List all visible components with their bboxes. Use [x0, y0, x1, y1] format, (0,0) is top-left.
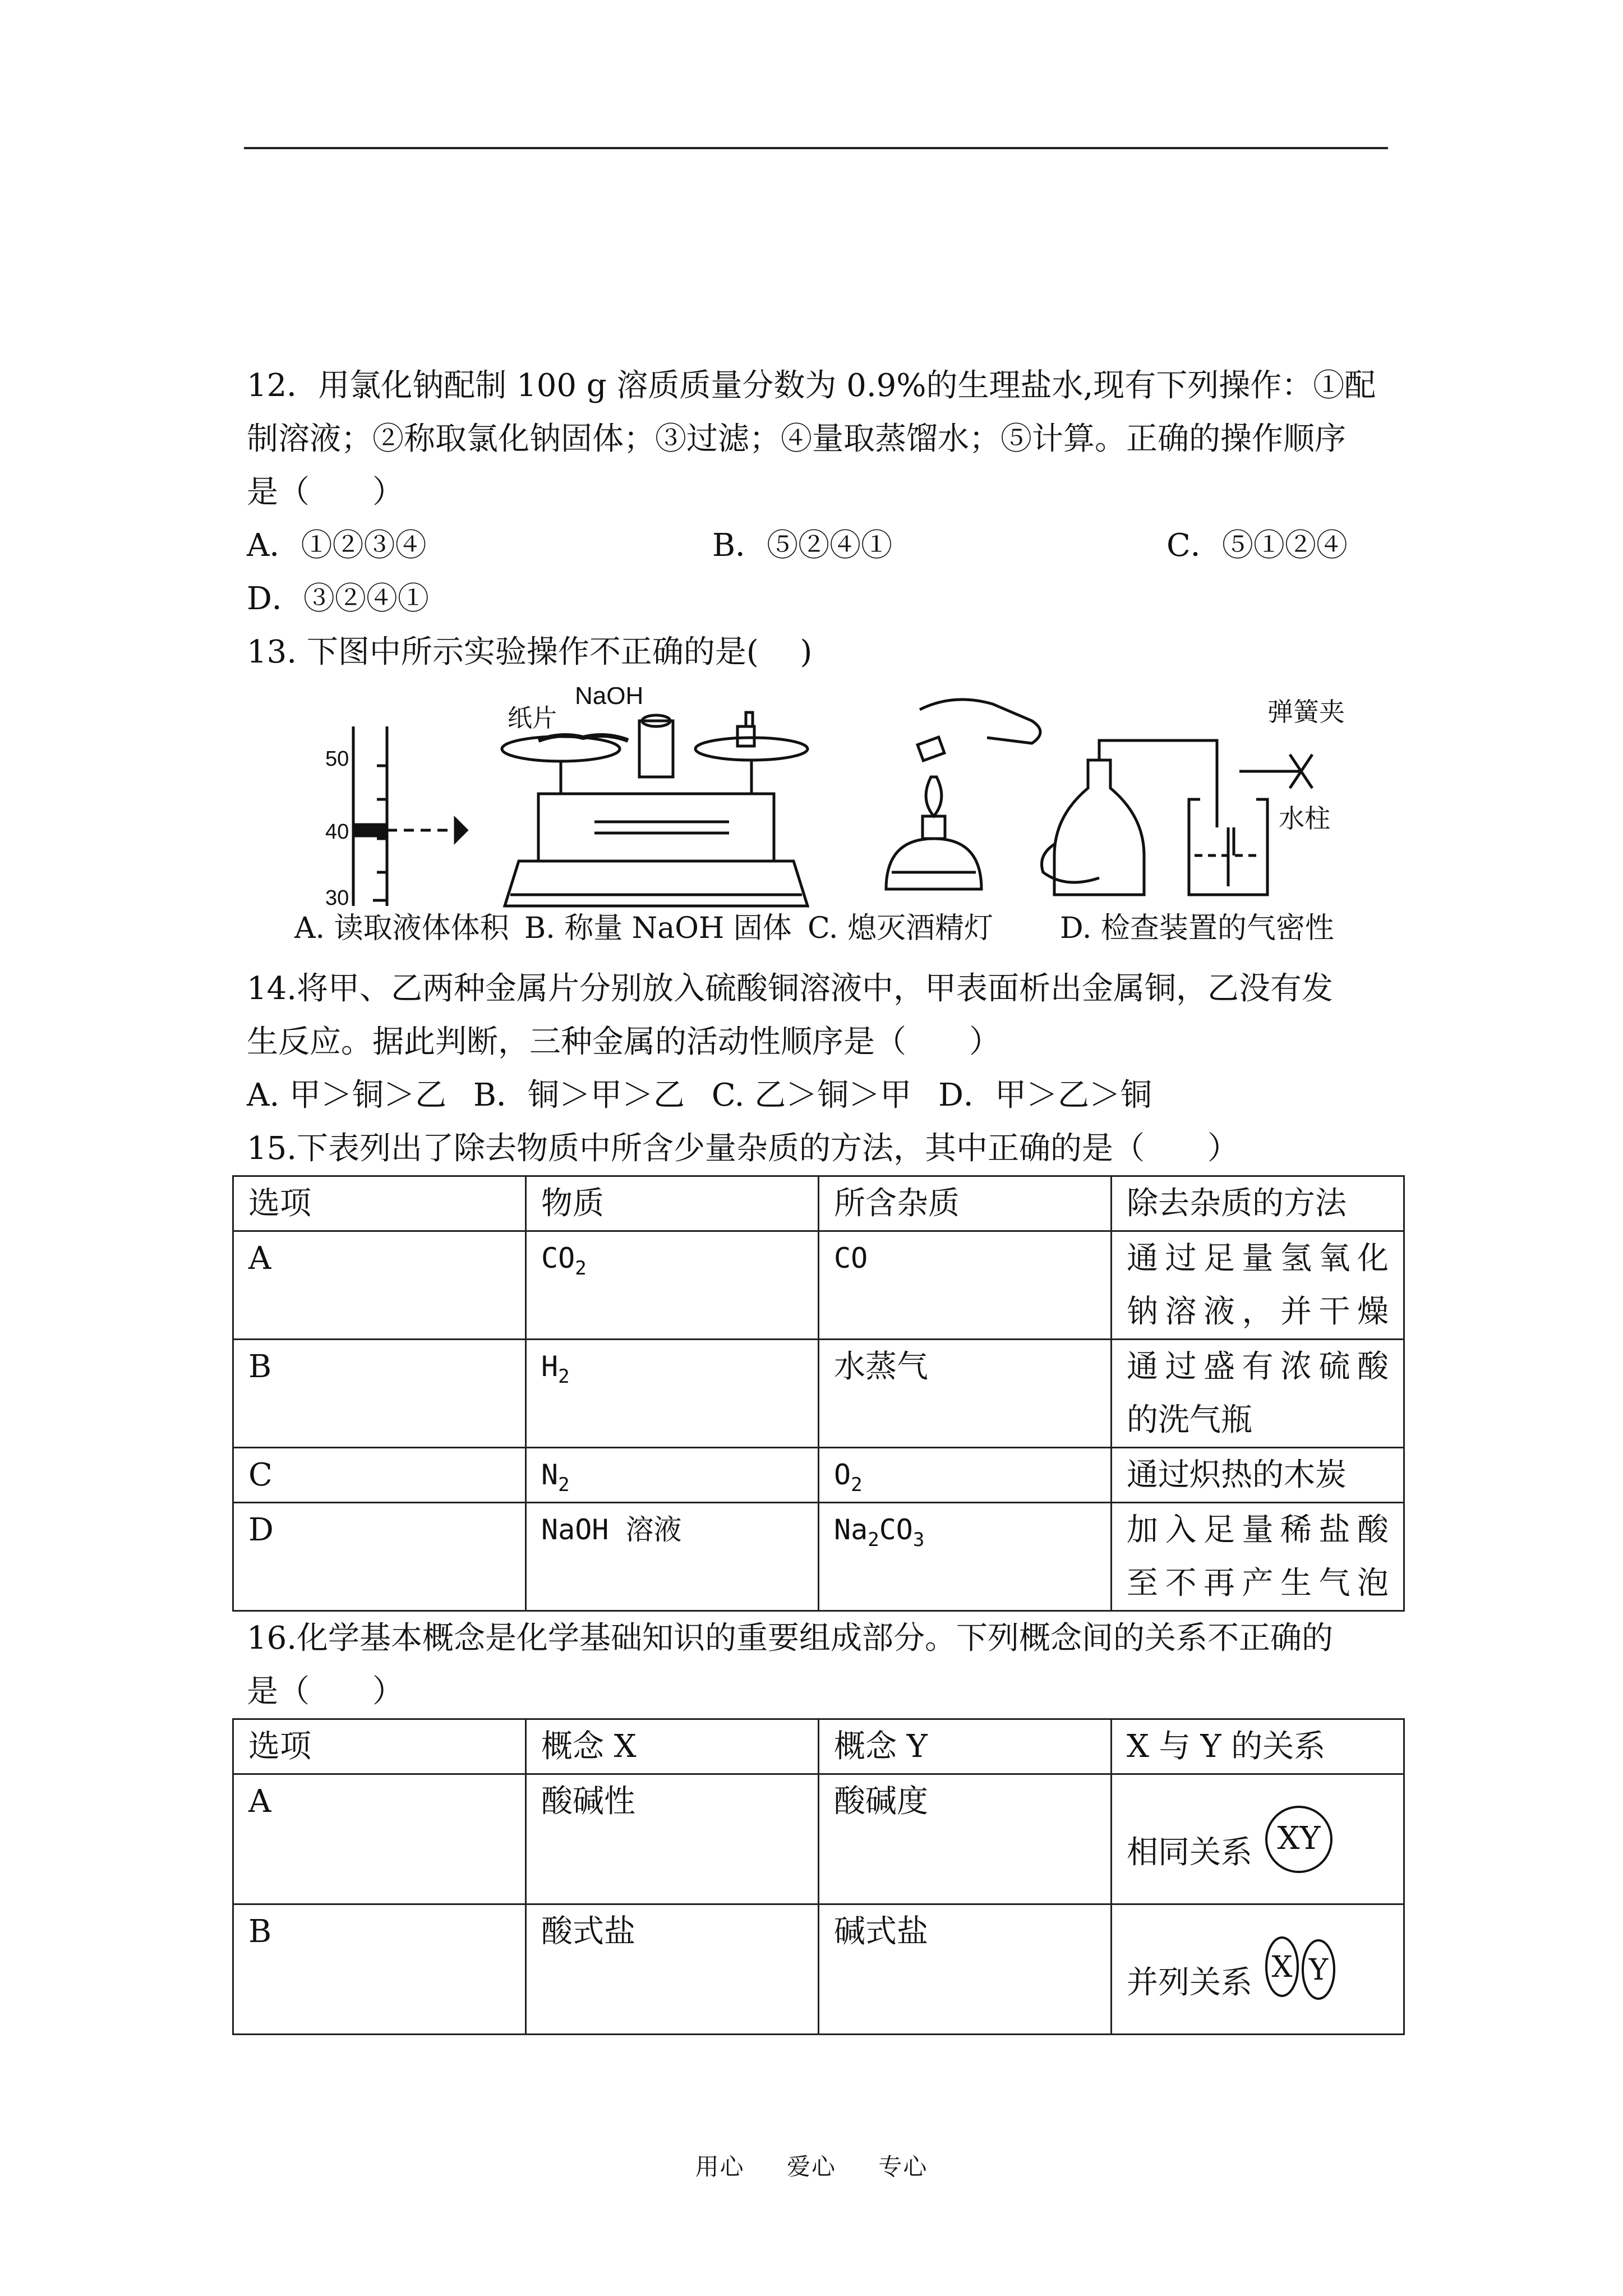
q15-table — [232, 1175, 1405, 1612]
table-header: 选项 — [233, 1176, 526, 1231]
method: 通过足量氢氧化 钠溶液，并干燥 — [1112, 1231, 1404, 1340]
caption-d: D. 检查装置的气密性 — [1060, 912, 1334, 945]
relation-cell — [1112, 1774, 1404, 1904]
row-option: B — [233, 1904, 526, 2035]
clip-label: 弹簧夹 — [1267, 697, 1345, 726]
table-header: 概念 Y — [819, 1719, 1112, 1774]
relation-label: 相同关系 — [1127, 1834, 1252, 1871]
q12-option-c: C．⑤①②④ — [1166, 527, 1348, 564]
q12-option-a: A．①②③④ — [247, 527, 427, 564]
tick-30: 30 — [325, 886, 349, 910]
substance: $N_2$ — [526, 1448, 819, 1503]
paper-label: 纸片 — [508, 705, 557, 732]
q14-option-c: C. 乙＞铜＞甲 — [711, 1077, 912, 1114]
diagram-y-text: Y — [1308, 1953, 1328, 1987]
table-row — [233, 1904, 1404, 2035]
impurity: CO — [819, 1231, 1112, 1340]
parallel-relation-diagram — [1262, 1933, 1341, 2006]
q13-text: 13. 下图中所示实验操作不正确的是( ) — [247, 634, 813, 670]
concept-y: 碱式盐 — [819, 1904, 1112, 2035]
table-row — [233, 1503, 1404, 1611]
q12-option-d: D．③②④① — [247, 581, 429, 617]
q14-options — [247, 1069, 1391, 1122]
question-12 — [247, 359, 1391, 625]
q12-line-1: 12．用氯化钠配制 100 g 溶质质量分数为 0.9%的生理盐水,现有下列操作：①配 — [247, 367, 1376, 404]
same-relation-diagram — [1262, 1803, 1335, 1876]
caption-b: B. 称量 NaOH 固体 — [524, 912, 792, 945]
water-column-label: 水柱 — [1279, 804, 1330, 833]
table-header: 物质 — [526, 1176, 819, 1231]
question-16 — [247, 1612, 1391, 2035]
relation-label: 并列关系 — [1127, 1964, 1252, 2001]
q16-line-2: 是（ ） — [247, 1673, 404, 1710]
row-option: C — [233, 1448, 526, 1503]
q15-text: 15.下表列出了除去物质中所含少量杂质的方法，其中正确的是（ ） — [247, 1130, 1239, 1167]
q13-figure — [247, 687, 1391, 962]
q12-options — [247, 519, 1391, 572]
q12-line-2: 制溶液；②称取氯化钠固体；③过滤；④量取蒸馏水；⑤计算。正确的操作顺序 — [247, 421, 1346, 457]
question-15 — [247, 1122, 1391, 1612]
tick-50: 50 — [325, 747, 349, 771]
substance: $H_2$ — [526, 1340, 819, 1448]
method: 通过炽热的木炭 — [1112, 1448, 1404, 1503]
balance-illustration — [502, 712, 808, 906]
footer-word: 爱心 — [786, 2153, 836, 2180]
q12-line-3: 是（ ） — [247, 474, 404, 510]
header-rule — [244, 147, 1388, 149]
table-row — [233, 1448, 1404, 1503]
naoh-label: NaOH — [575, 687, 644, 710]
impurity: $Na_2CO_3$ — [819, 1503, 1112, 1611]
concept-x: 酸式盐 — [526, 1904, 819, 2035]
impurity: $O_2$ — [819, 1448, 1112, 1503]
substance: NaOH 溶液 — [526, 1503, 819, 1611]
table-row — [233, 1340, 1404, 1448]
table-header: 选项 — [233, 1719, 526, 1774]
q14-option-d: D．甲＞乙＞铜 — [938, 1077, 1152, 1114]
diagram-xy-text: XY — [1277, 1820, 1321, 1857]
q12-option-b: B．⑤②④① — [712, 527, 893, 564]
footer-word: 用心 — [695, 2153, 745, 2180]
relation-cell — [1112, 1904, 1404, 2035]
table-row — [233, 1231, 1404, 1340]
gas-apparatus-illustration — [1042, 740, 1313, 895]
q16-table — [232, 1718, 1405, 2035]
method: 加入足量稀盐酸 至不再产生气泡 — [1112, 1503, 1404, 1611]
method: 通过盛有浓硫酸 的洗气瓶 — [1112, 1340, 1404, 1448]
row-option: A — [233, 1231, 526, 1340]
page-footer — [0, 2148, 1623, 2182]
q14-option-a: A. 甲＞铜＞乙 — [247, 1077, 447, 1114]
substance: $CO_2$ — [526, 1231, 819, 1340]
row-option: A — [233, 1774, 526, 1904]
caption-a: A. 读取液体体积 — [294, 912, 509, 945]
q14-option-b: B．铜＞甲＞乙 — [473, 1077, 685, 1114]
table-header: X 与 Y 的关系 — [1112, 1719, 1404, 1774]
graduated-cylinder-illustration — [353, 726, 467, 906]
question-14 — [247, 962, 1391, 1122]
row-option: D — [233, 1503, 526, 1611]
diagram-x-text: X — [1271, 1950, 1293, 1984]
question-13 — [247, 625, 1391, 962]
table-header-row — [233, 1719, 1404, 1774]
concept-x: 酸碱性 — [526, 1774, 819, 1904]
alcohol-lamp-illustration — [886, 700, 1040, 889]
q16-line-1: 16.化学基本概念是化学基础知识的重要组成部分。下列概念间的关系不正确的 — [247, 1620, 1334, 1657]
table-header: 概念 X — [526, 1719, 819, 1774]
concept-y: 酸碱度 — [819, 1774, 1112, 1904]
caption-c: C. 熄灭酒精灯 — [808, 912, 993, 945]
footer-word: 专心 — [878, 2153, 928, 2180]
page-content — [247, 359, 1391, 2035]
impurity: 水蒸气 — [819, 1340, 1112, 1448]
table-header-row — [233, 1176, 1404, 1231]
table-header: 所含杂质 — [819, 1176, 1112, 1231]
table-row — [233, 1774, 1404, 1904]
table-header: 除去杂质的方法 — [1112, 1176, 1404, 1231]
q14-line-1: 14.将甲、乙两种金属片分别放入硫酸铜溶液中，甲表面析出金属铜，乙没有发 — [247, 970, 1334, 1007]
row-option: B — [233, 1340, 526, 1448]
q14-line-2: 生反应。据此判断，三种金属的活动性顺序是（ ） — [247, 1024, 1000, 1060]
tick-40: 40 — [325, 820, 349, 844]
